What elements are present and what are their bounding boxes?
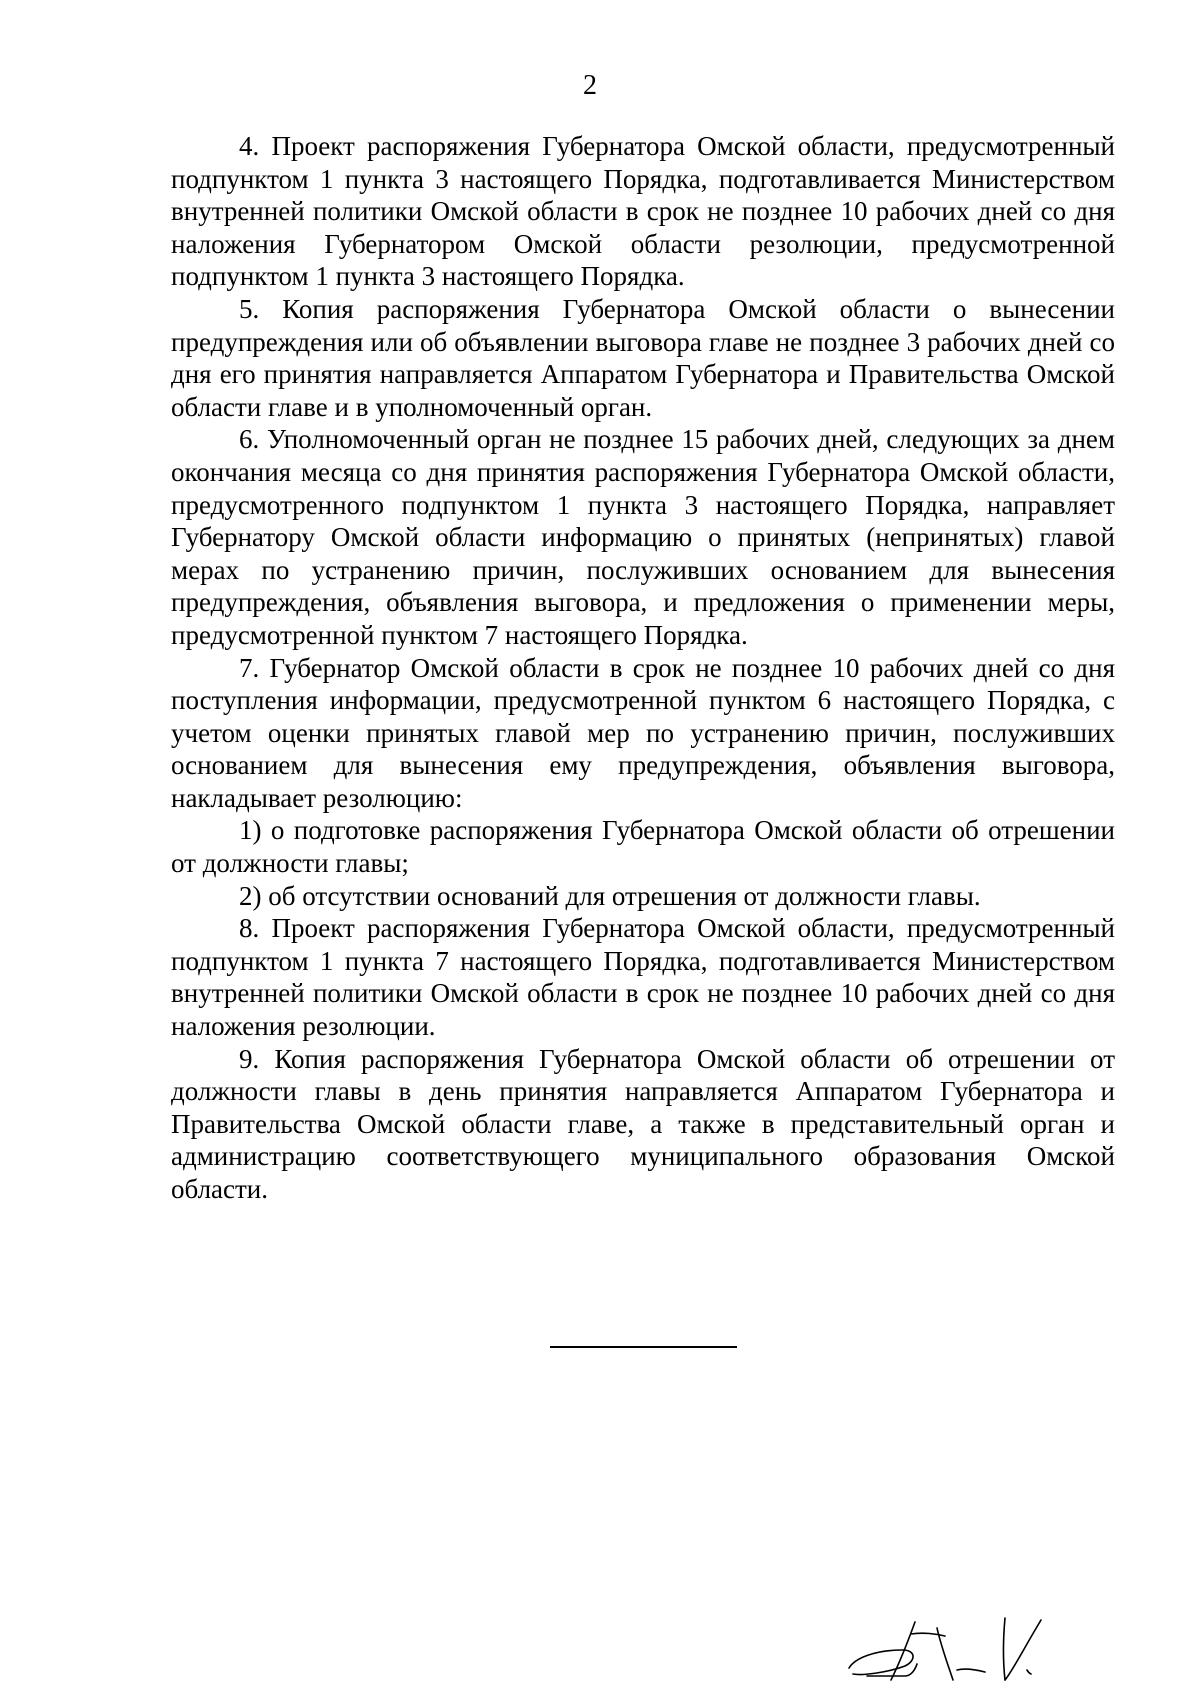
paragraph-7: 7. Губернатор Омской области в срок не позднее 10 рабочих дней со дня поступления информации, предусмотренной пунктом 6 настоящего Порядка, с учетом оценки принятых главой мер по устранению причин, послуживших основанием для вынесения ему предупреждения, объявления выговора, накладывает резолюцию: — [171, 652, 1115, 813]
page-number: 2 — [583, 70, 597, 101]
paragraph-6: 6. Уполномоченный орган не позднее 15 рабочих дней, следующих за днем окончания месяца со дня принятия распоряжения Губернатора Омской области, предусмотренного подпунктом 1 пункта 3 настоящего Порядка, направляет Губернатору Омской области информацию о принятых (непринятых) главой мерах по устранению причин, послуживших основанием для вынесения предупреждения, объявления выговора, и предложения о применении меры, предусмотренной пунктом 7 настоящего Порядка. — [171, 424, 1115, 650]
paragraph-9: 9. Копия распоряжения Губернатора Омской области об отрешении от должности главы в день принятия направляется Аппаратом Губернатора и Правительства Омской области главе, а также в представительный орган и администрацию соответствующего муниципального образования Омской области. — [171, 1043, 1115, 1204]
paragraph-8: 8. Проект распоряжения Губернатора Омской области, предусмотренный подпунктом 1 пункта 7 настоящего Порядка, подготавливается Министерством внутренней политики Омской области в срок не позднее 10 рабочих дней со дня наложения резолюции. — [171, 913, 1115, 1042]
signature-mark — [845, 1610, 1085, 1690]
paragraph-7-item-2: 2) об отсутствии оснований для отрешения от должности главы. — [239, 880, 981, 911]
paragraph-5: 5. Копия распоряжения Губернатора Омской области о вынесении предупреждения или об объявлении выговора главе не позднее 3 рабочих дней со дня его принятия направляется Аппаратом Губернатора и Правительства Омской области главе и в уполномоченный орган. — [171, 293, 1115, 422]
paragraph-4: 4. Проект распоряжения Губернатора Омской области, предусмотренный подпунктом 1 пункта 3 настоящего Порядка, подготавливается Министерством внутренней политики Омской области в срок не позднее 10 рабочих дней со дня наложения Губернатором Омской области резолюции, предусмотренной подпунктом 1 пункта 3 настоящего Порядка. — [171, 131, 1115, 292]
document-body — [171, 130, 1115, 1206]
end-of-text-rule — [550, 1346, 737, 1348]
paragraph-7-item-1: 1) о подготовке распоряжения Губернатора Омской области об отрешении от должности главы; — [171, 815, 1115, 879]
